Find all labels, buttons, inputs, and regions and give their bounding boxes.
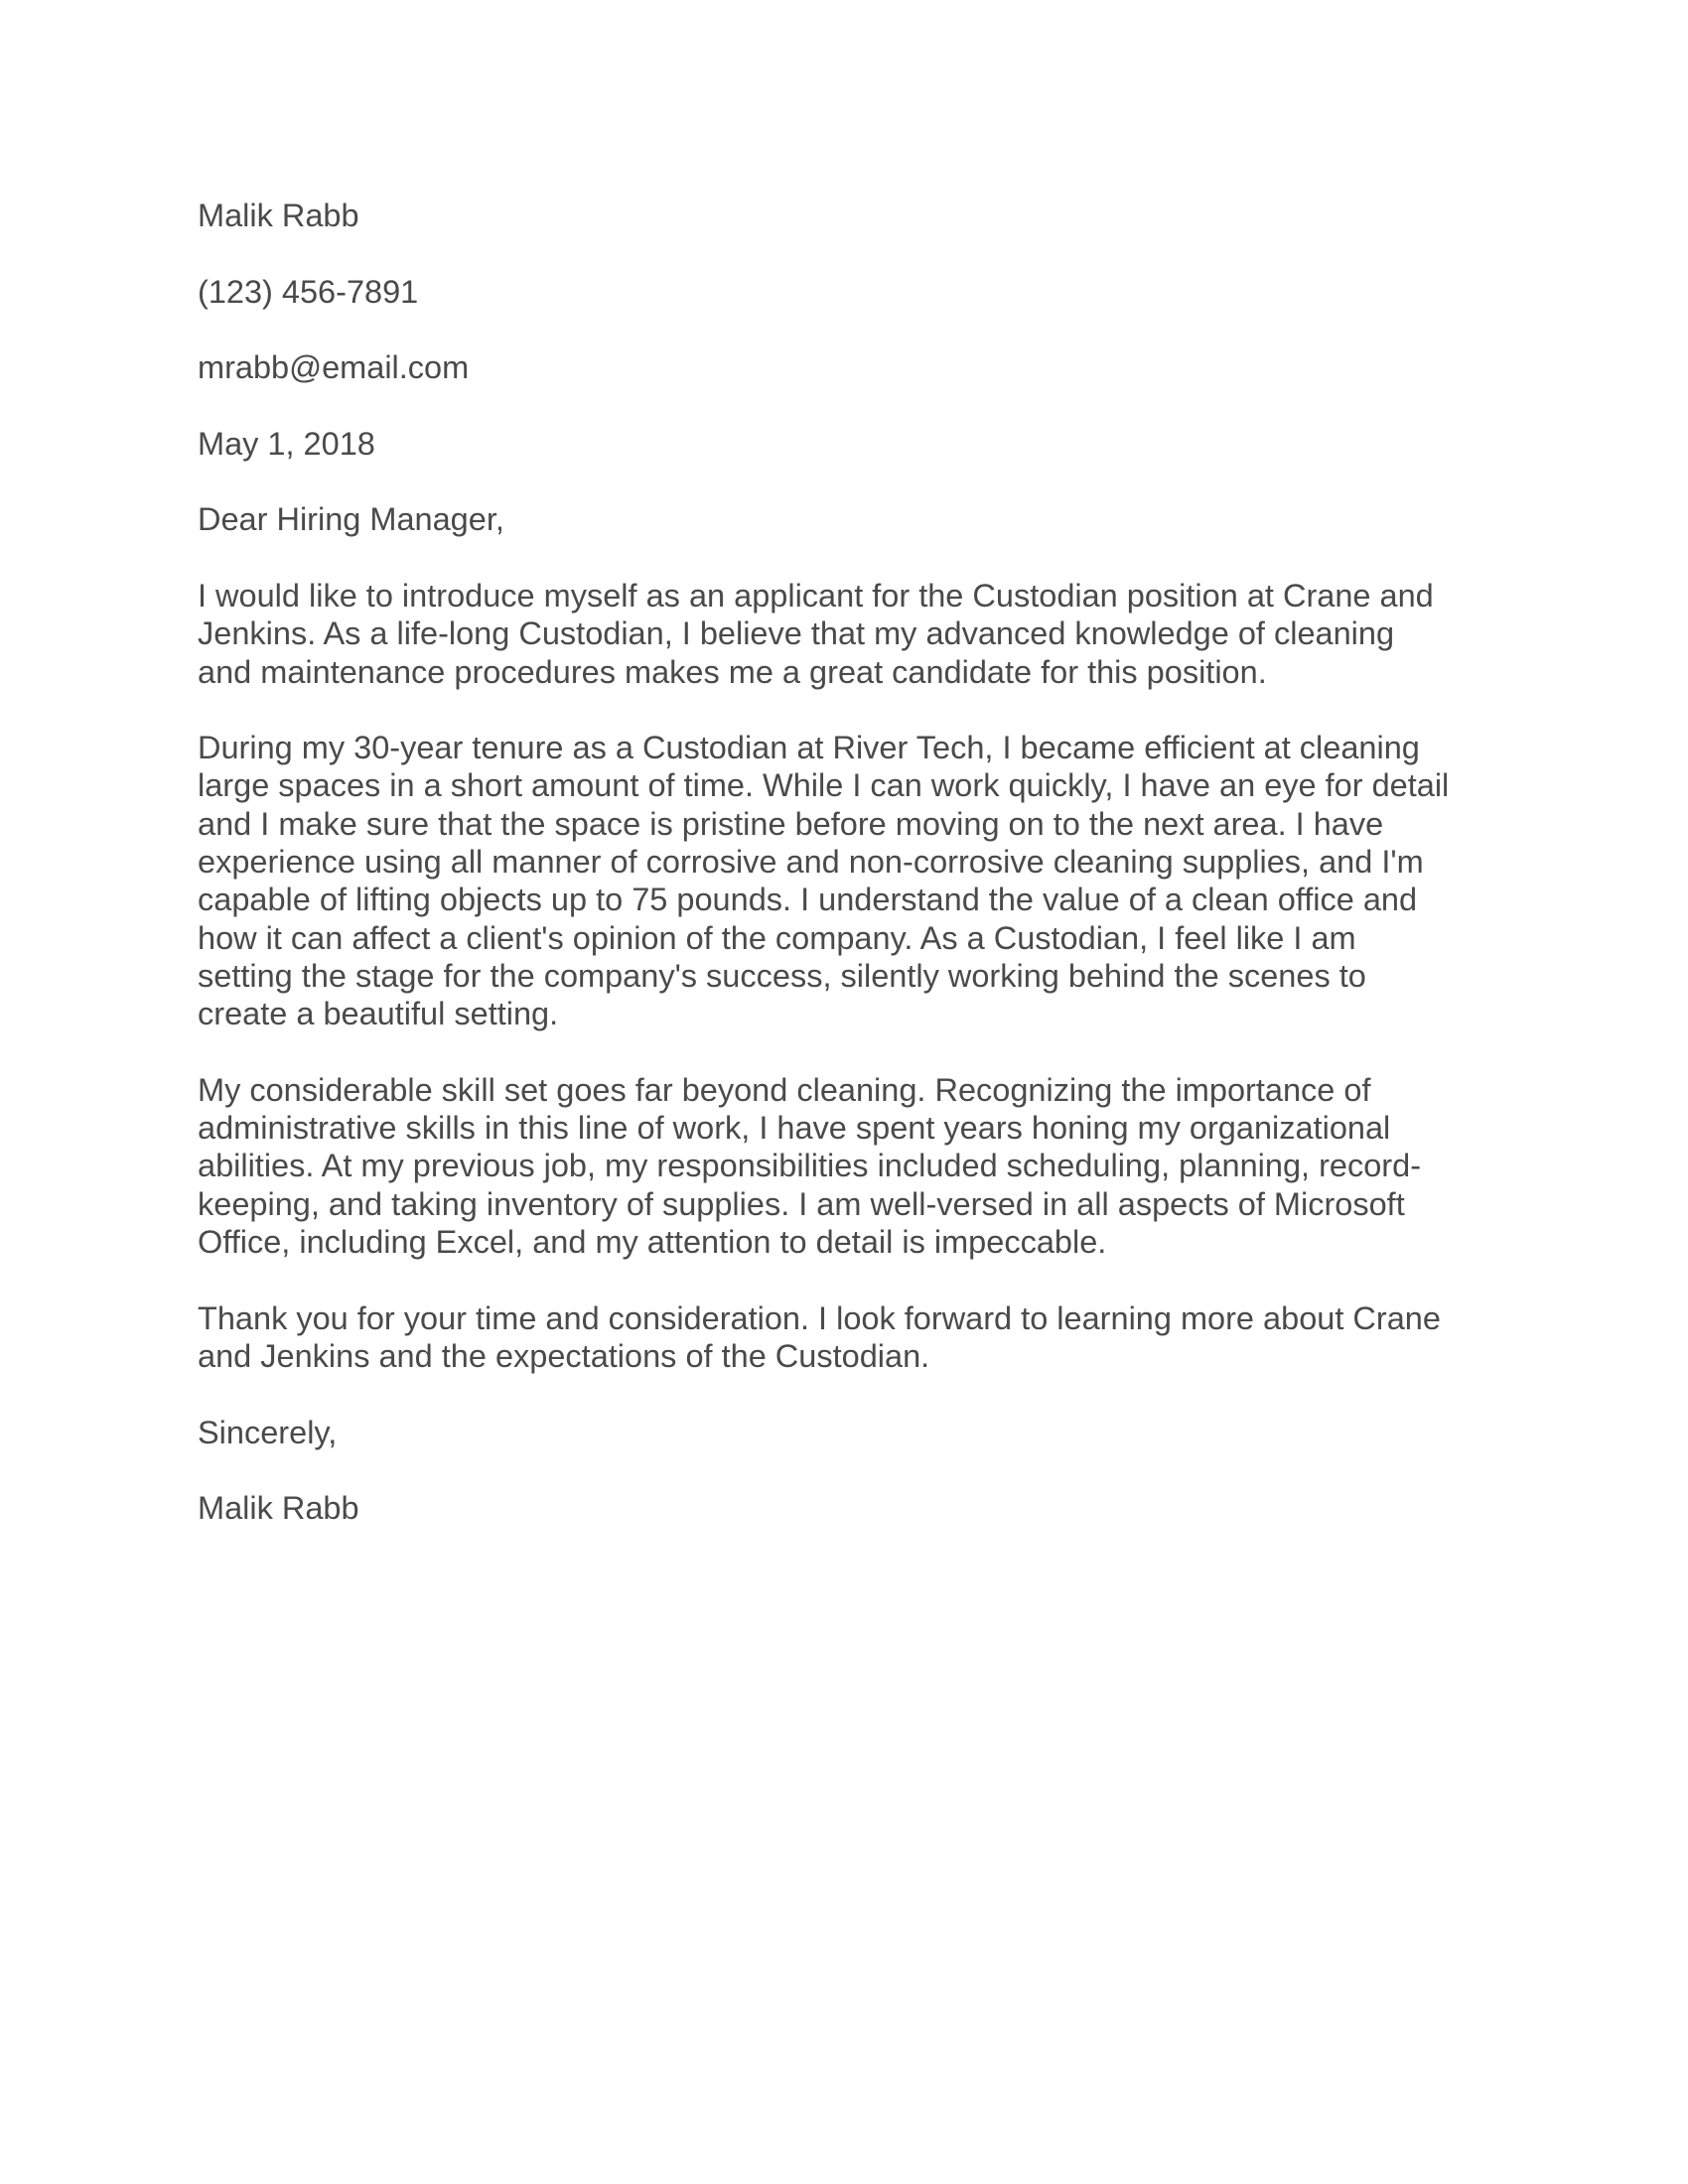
salutation: Dear Hiring Manager,	[198, 501, 504, 538]
paragraph-line: Office, including Excel, and my attention to detail is impeccable.	[198, 1224, 1107, 1261]
paragraph-line: During my 30-year tenure as a Custodian at River Tech, I became efficient at cleaning	[198, 730, 1420, 766]
paragraph-line: and Jenkins and the expectations of the Custodian.	[198, 1337, 930, 1374]
paragraph-line: keeping, and taking inventory of supplies. I am well-versed in all aspects of Microsoft	[198, 1185, 1405, 1222]
body-paragraph-2	[198, 729, 1488, 1032]
paragraph-line: capable of lifting objects up to 75 pounds. I understand the value of a clean office and	[198, 882, 1418, 918]
body-paragraph-1	[198, 577, 1488, 691]
letter-date: May 1, 2018	[198, 425, 375, 462]
paragraph-line: large spaces in a short amount of time. While I can work quickly, I have an eye for detail	[198, 767, 1450, 804]
paragraph-line: I would like to introduce myself as an applicant for the Custodian position at Crane and	[198, 577, 1434, 614]
body-paragraph-3	[198, 1071, 1488, 1261]
paragraph-line: abilities. At my previous job, my responsibilities included scheduling, planning, record-	[198, 1148, 1422, 1184]
paragraph-line: experience using all manner of corrosive and non-corrosive cleaning supplies, and I'm	[198, 844, 1424, 881]
paragraph-line: create a beautiful setting.	[198, 996, 559, 1032]
paragraph-line: and I make sure that the space is pristine before moving on to the next area. I have	[198, 805, 1384, 842]
paragraph-line: setting the stage for the company's success, silently working behind the scenes to	[198, 957, 1366, 994]
sender-phone: (123) 456-7891	[198, 273, 419, 310]
sender-email: mrabb@email.com	[198, 349, 470, 386]
paragraph-line: and maintenance procedures makes me a great candidate for this position.	[198, 653, 1267, 690]
signature-name: Malik Rabb	[198, 1490, 359, 1527]
body-paragraph-4	[198, 1299, 1488, 1376]
paragraph-line: My considerable skill set goes far beyond cleaning. Recognizing the importance of	[198, 1071, 1371, 1108]
paragraph-line: administrative skills in this line of work, I have spent years honing my organizational	[198, 1110, 1391, 1147]
paragraph-line: Jenkins. As a life-long Custodian, I believe that my advanced knowledge of cleaning	[198, 615, 1395, 652]
sender-name: Malik Rabb	[198, 198, 359, 233]
closing: Sincerely,	[198, 1414, 338, 1450]
cover-letter	[198, 197, 1488, 1566]
paragraph-line: Thank you for your time and consideration. I look forward to learning more about Crane	[198, 1299, 1441, 1336]
paragraph-line: how it can affect a client's opinion of the company. As a Custodian, I feel like I am	[198, 919, 1356, 956]
